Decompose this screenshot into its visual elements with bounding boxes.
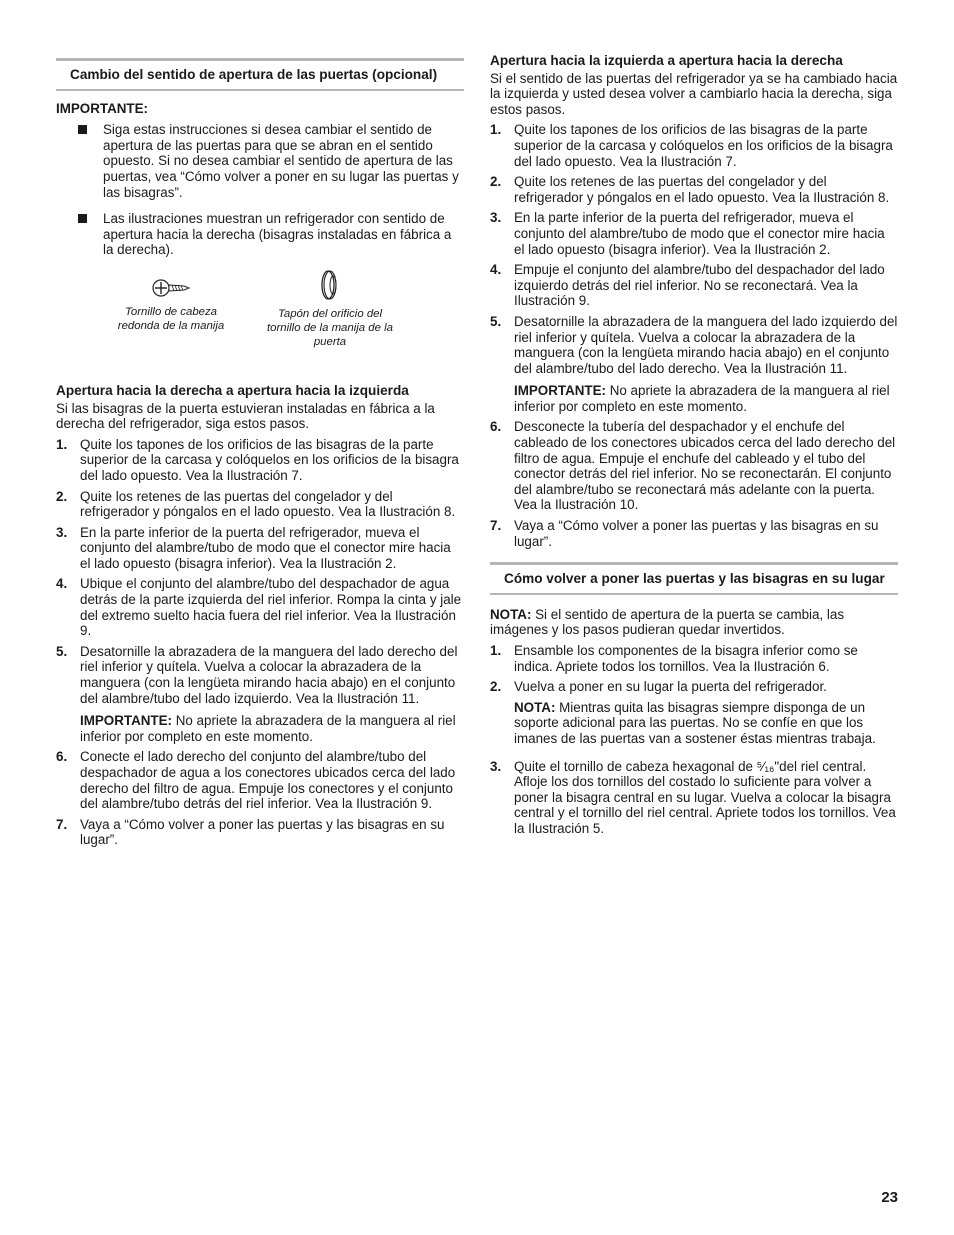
step-note: NOTA: Mientras quita las bisagras siempre disponga de un soporte adicional para las puertas. No se confíe en que los imanes de las puertas van a sostener éstas mientras trabaja. [514, 699, 876, 746]
list-item: 4. Ubique el conjunto del alambre/tubo del despachador de agua detrás de la parte izquierda del riel inferior. Rompa la cinta y jale del extremo suelto hacia fuera del riel inferior. Vea la Ilustración 9. [56, 576, 462, 639]
subsection-title: Apertura hacia la izquierda a apertura hacia la derecha [490, 53, 843, 68]
list-item: 1. Quite los tapones de los orificios de las bisagras de la parte superior de la carcasa y colóquelos en los orificios de la bisagra del lado opuesto. Vea la Ilustración 7. [490, 122, 893, 169]
figure-screw: Tornillo de cabeza redonda de la manija [116, 275, 226, 333]
list-item: 2. Quite los retenes de las puertas del congelador y del refrigerador y póngalos en el lado opuesto. Vea la Ilustración 8. [490, 174, 890, 205]
parts-figures [56, 269, 464, 369]
list-item: 5. Desatornille la abrazadera de la manguera del lado izquierdo del riel inferior y quítela. Vuelva a colocar la abrazadera de la manguera (con la lengüeta mirando hacia abajo) en el conjunto del alambre/tubo del lado derecho. Vea la Ilustración 11. IMPORTANTE: No apriete la abrazadera de la manguera al riel inferior por completo en este momento. [490, 313, 898, 414]
note-text: NOTA: Si el sentido de apertura de la puerta se cambia, las imágenes y los pasos pudieran quedar invertidos. [490, 606, 845, 638]
list-item: 3. Quite el tornillo de cabeza hexagonal de ⁵⁄₁₆"del riel central. Afloje los dos tornillos del costado lo suficiente para volver a poner la bisagra central en su lugar. Vuelva a colocar la bisagra central y el tornillo del riel central. Apriete todos los tornillos. Vea la Ilustración 5. [490, 758, 896, 836]
hole-plug-icon [318, 267, 342, 303]
bullet-item: Siga estas instrucciones si desea cambiar el sentido de apertura de las puertas para que se abran en el sentido opuesto. Si no desea cambiar el sentido de apertura de las puertas, vea “Cómo volver a poner en su lugar las puertas y las bisagras”. [56, 122, 464, 200]
list-item: 3. En la parte inferior de la puerta del refrigerador, mueva el conjunto del alambre/tubo de modo que el conector mire hacia el lado opuesto (bisagra inferior). Vea la Ilustración 2. [56, 524, 451, 571]
list-item: 7. Vaya a “Cómo volver a poner las puertas y las bisagras en su lugar”. [56, 816, 445, 848]
list-item: 2. Quite los retenes de las puertas del congelador y del refrigerador y póngalos en el lado opuesto. Vea la Ilustración 8. [56, 488, 456, 520]
list-item: 1. Ensamble los componentes de la bisagra inferior como se indica. Apriete todos los tornillos. Vea la Ilustración 6. [490, 643, 858, 674]
list-item: 7. Vaya a “Cómo volver a poner las puertas y las bisagras en su lugar”. [490, 518, 879, 549]
list-item: 6. Conecte el lado derecho del conjunto del alambre/tubo del despachador de agua a los conectores ubicados cerca del lado derecho del filtro de agua. Empuje los conectores y el conjunto del alambre/tubo detrás del riel inferior. Vea la Ilustración 9. [56, 749, 456, 812]
step-note: IMPORTANTE: No apriete la abrazadera de la manguera al riel inferior por completo en este momento. [80, 713, 456, 744]
list-item: 2. Vuelva a poner en su lugar la puerta del refrigerador. NOTA: Mientras quita las bisagras siempre disponga de un soporte adicional para las puertas. No se confíe en que los imanes de las puertas van a sostener éstas mientras trabaja. [490, 679, 898, 746]
list-item: 3. En la parte inferior de la puerta del refrigerador, mueva el conjunto del alambre/tubo de modo que el conector mire hacia el lado opuesto (bisagra inferior). Vea la Ilustración 2. [490, 210, 885, 257]
left-column [56, 0, 464, 853]
square-bullet-icon [78, 125, 87, 134]
intro-text: Si el sentido de las puertas del refrigerador ya se ha cambiado hacia la izquierda y usted desea volver a cambiarlo hacia la derecha, siga estos pasos. [490, 70, 898, 117]
important-label: IMPORTANTE: [56, 100, 148, 116]
section-title: Cambio del sentido de apertura de las puertas (opcional) [56, 58, 464, 91]
subsection-title: Apertura hacia la derecha a apertura hacia la izquierda [56, 382, 409, 398]
list-item: 5. Desatornille la abrazadera de la manguera del lado derecho del riel inferior y quítela. Vuelva a colocar la abrazadera de la manguera (con la lengüeta mirando hacia abajo) en el conjunto del alambre/tubo del lado izquierdo. Vea la Ilustración 11. IMPORTANTE: No apriete la abrazadera de la manguera al riel inferior por completo en este momento. [56, 644, 464, 745]
figure-plug: Tapón del orificio del tornillo de la manija de la puerta [262, 267, 398, 349]
intro-text: Si las bisagras de la puerta estuvieran instaladas en fábrica a la derecha del refrigerador, siga estos pasos. [56, 400, 435, 432]
list-item: 6. Desconecte la tubería del despachador y el enchufe del cableado de los conectores ubicados cerca del lado derecho del filtro de agua. Empuje el enchufe del cableado y el tubo del conector detrás del riel inferior. No se reconectarán. El conjunto del alambre/tubo se reconectará más adelante con la puerta. Vea la Ilustración 10. [490, 419, 896, 513]
bullet-item: Las ilustraciones muestran un refrigerador con sentido de apertura hacia la derecha (bisagras instaladas en fábrica a la derecha). [56, 211, 464, 258]
page-number: 23 [881, 1189, 898, 1206]
step-note: IMPORTANTE: No apriete la abrazadera de la manguera al riel inferior por completo en este momento. [514, 383, 890, 414]
list-item: 1. Quite los tapones de los orificios de las bisagras de la parte superior de la carcasa y colóquelos en los orificios de la bisagra del lado opuesto. Vea la Ilustración 7. [56, 436, 459, 483]
steps-list [56, 437, 464, 848]
important-bullets [56, 122, 464, 258]
steps-list-2 [490, 643, 898, 837]
steps-list [490, 122, 898, 549]
list-item: 4. Empuje el conjunto del alambre/tubo del despachador del lado izquierdo detrás del riel inferior. No se reconectará. Vea la Ilustración 9. [490, 262, 885, 309]
section-title: Cómo volver a poner las puertas y las bisagras en su lugar [490, 562, 898, 595]
round-head-screw-icon [151, 275, 191, 301]
right-column [490, 0, 898, 842]
square-bullet-icon [78, 214, 87, 223]
